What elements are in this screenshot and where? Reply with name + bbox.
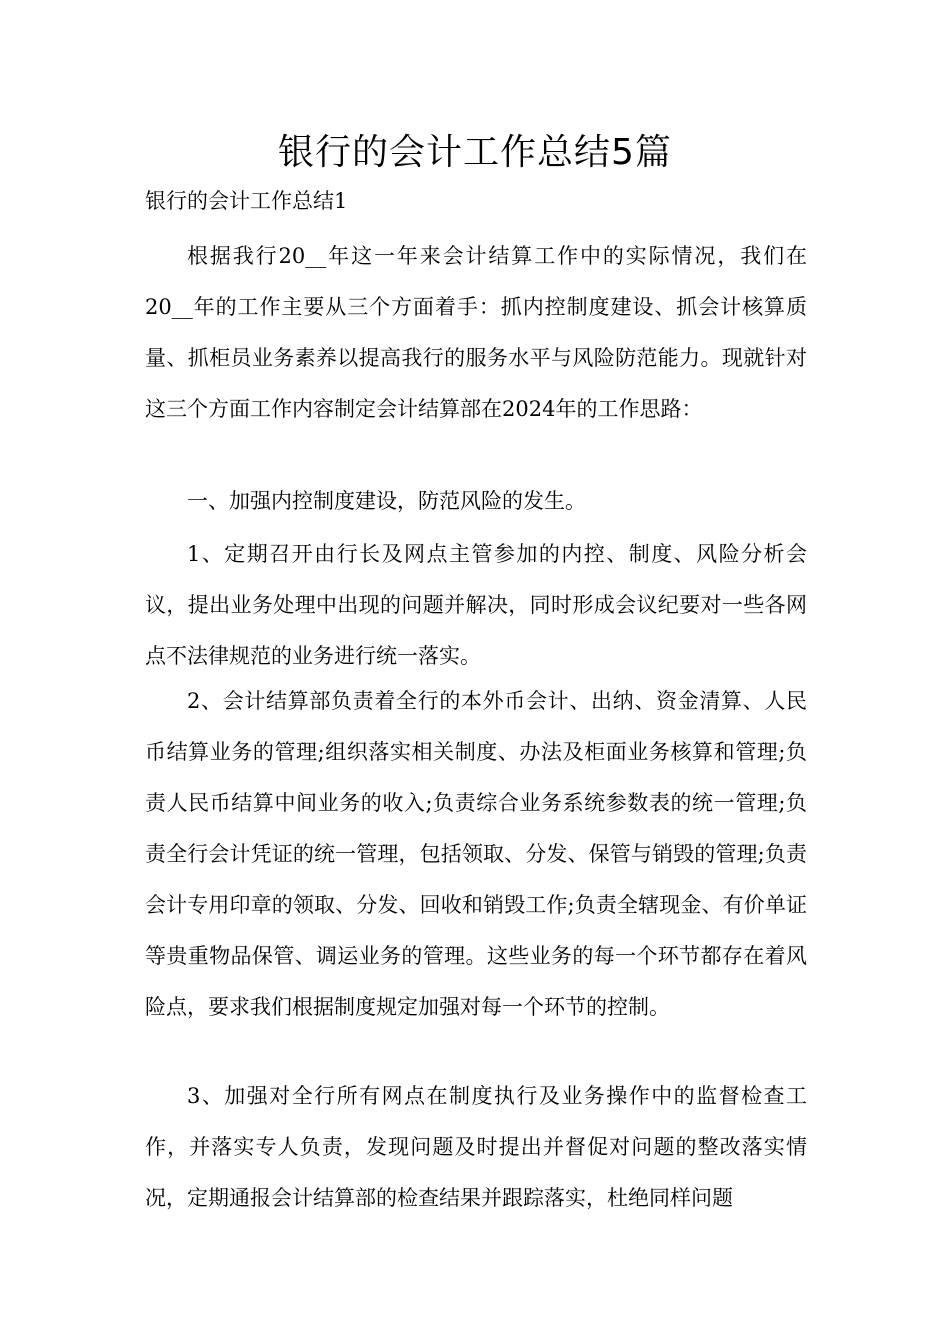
section-subtitle: 银行的会计工作总结1 — [145, 189, 348, 213]
paragraph-item-1: 1、定期召开由行长及网点主管参加的内控、制度、风险分析会议，提出业务处理中出现的问题并解决，同时形成会议纪要对一些各网点不法律规范的业务进行统一落实。 — [145, 542, 807, 668]
section-heading: 一、加强内控制度建设，防范风险的发生。 — [187, 489, 586, 513]
paragraph-item-3: 3、加强对全行所有网点在制度执行及业务操作中的监督检查工作，并落实专人负责，发现问题及时提出并督促对问题的整改落实情况，定期通报会计结算部的检查结果并跟踪落实，杜绝同样问题 — [145, 1084, 807, 1210]
document-title: 银行的会计工作总结5篇 — [278, 132, 672, 173]
paragraph-item-2: 2、会计结算部负责着全行的本外币会计、出纳、资金清算、人民币结算业务的管理;组织落实相关制度、办法及柜面业务核算和管理;负责人民币结算中间业务的收入;负责综合业务系统参数表的统一管理;负责全行会计凭证的统一管理，包括领取、分发、保管与销毁的管理;负责会计专用印章的领取、分发、回收和销毁工作;负责全辖现金、有价单证等贵重物品保管、调运业务的管理。这些业务的每一个环节都存在着风险点，要求我们根据制度规定加强对每一个环节的控制。 — [145, 689, 807, 1019]
paragraph-intro: 根据我行20__年这一年来会计结算工作中的实际情况，我们在20__年的工作主要从三个方面着手：抓内控制度建设、抓会计核算质量、抓柜员业务素养以提高我行的服务水平与风险防范能力。现就针对这三个方面工作内容制定会计结算部在2024年的工作思路： — [145, 244, 807, 421]
